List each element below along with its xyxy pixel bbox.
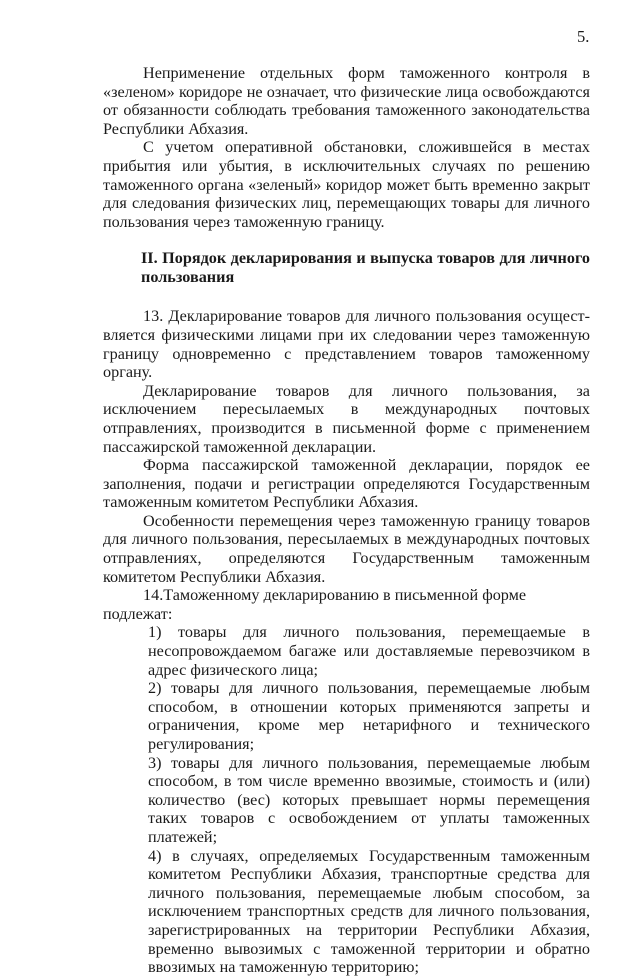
spacer <box>103 231 590 249</box>
paragraph-green-corridor-obligations: Неприменение отдельных форм таможенного контроля в «зеленом» коридоре не означает, что физические лица освобождаются от обязанности соблюдать требования таможенного законодательства Республики Абхазия. <box>103 64 590 138</box>
list-item: 3) товары для личного пользования, перемещаемые любым способом, в том числе временно ввозимые, стоимость и (или) количество (вес) которых превышает нормы перемещения таких товаров с освобождением от уплаты таможенных платежей; <box>148 753 590 846</box>
clause-14-intro: 14.Таможенному декларированию в письменной форме подлежат: <box>103 586 527 623</box>
paragraph-declaration-form: Форма пассажирской таможенной декларации, порядок ее заполнения, подачи и регистрации определяются Государственным таможенным комитетом Республики Абхазия. <box>103 456 590 512</box>
document-body <box>103 64 590 977</box>
paragraph-written-declaration: Декларирование товаров для личного пользования, за исключением пересылаемых в международных почтовых отправлениях, производится в письменной форме с применением пассажирской таможенной декларации. <box>103 381 590 456</box>
clause-14-list <box>148 623 590 976</box>
list-item: 2) товары для личного пользования, перемещаемые любым способом, в отношении которых применяются запреты и ограничения, кроме мер нетарифного и технического регулирования; <box>148 679 590 753</box>
list-item: 4) в случаях, определяемых Государственным таможенным комитетом Республики Абхазия, транспортные средства для личного пользования, перемещаемые любым способом, за исключением транспортных средств для личного пользования, зарегистрированных на территории Республики Абхазия, временно вывозимых с таможенной территории и обратно ввозимых на таможенную территорию; <box>148 846 590 977</box>
list-item: 1) товары для личного пользования, перемещаемые в несопровождаемом багаже или доставляемые перевозчиком в адрес физического лица; <box>148 623 590 679</box>
section-heading: II. Порядок декларирования и выпуска товаров для личного пользования <box>141 249 590 287</box>
paragraph-green-corridor-closure: С учетом оперативной обстановки, сложившейся в местах прибытия или убытия, в исключительных случаях по решению таможенного органа «зеленый» коридор может быть временно закрыт для следования физических лиц, перемещающих товары для личного пользования через таможенную границу. <box>103 138 590 231</box>
paragraph-clause-13: 13. Декларирование товаров для личного пользования осуществляется физическими лицами при их следовании через таможенную границу одновременно с представлением товаров таможенному органу. <box>103 307 590 382</box>
page-number: 5. <box>577 27 590 46</box>
spacer <box>103 287 590 307</box>
paragraph-postal-items: Особенности перемещения через таможенную границу товаров для личного пользования, пересылаемых в международных почтовых отправлениях, определяются Государственным таможенным комитетом Республики Абхазия. <box>103 511 590 586</box>
